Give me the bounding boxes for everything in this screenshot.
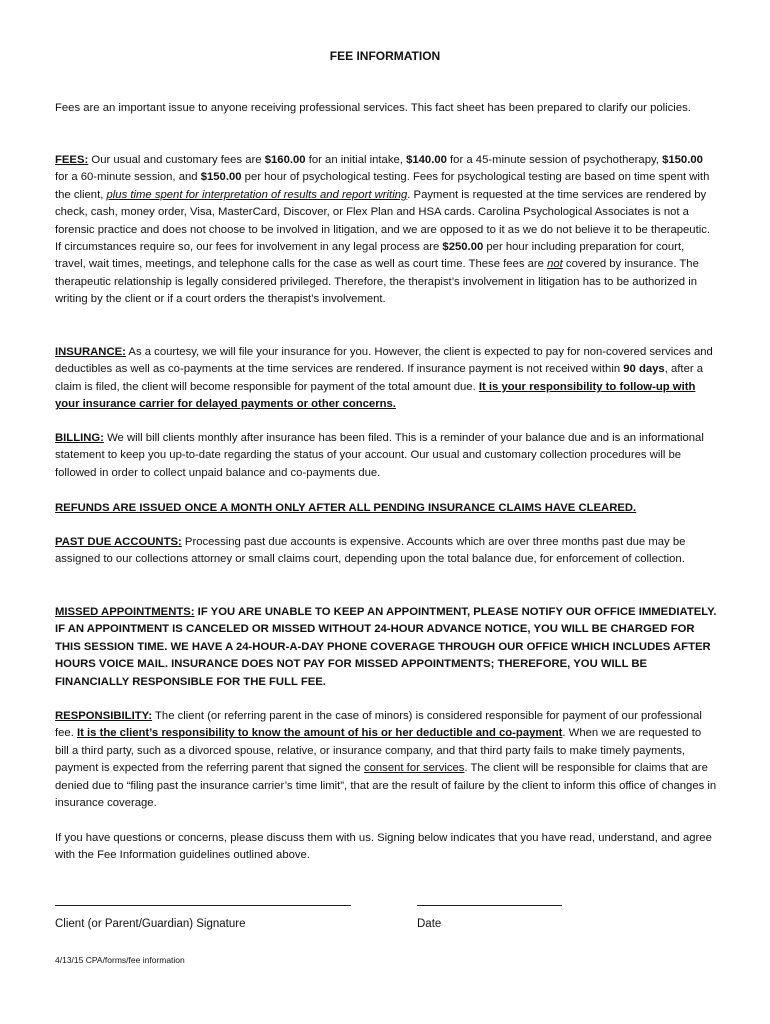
fees-text-7: per hour including preparation for court, travel, wait times, meetings, and telephone calls for the case as well as court time. These fees are: [55, 241, 685, 271]
date-label: Date: [417, 918, 442, 930]
responsibility-emphasis: It is the client’s responsibility to know the amount of his or her deductible and co-payment: [76, 727, 563, 740]
past-due-section: [55, 534, 717, 569]
fees-text-1: Our usual and customary fees are: [88, 154, 265, 166]
fees-text-3: for a 45-minute session of psychotherapy,: [446, 154, 663, 166]
missed-heading: MISSED APPOINTMENTS:: [55, 606, 195, 618]
fees-text-2: for an initial intake,: [305, 154, 407, 166]
billing-section: [55, 430, 717, 482]
fees-text-8: covered by insurance. The therapeutic relationship is legally considered privileged. Therefore, the therapist’s involvement in litigation has to be authorized in writing by the client or if a court orders the therapist’s involvement.: [55, 258, 699, 306]
responsibility-section: [55, 708, 717, 812]
fees-emphasis: plus time spent for interpretation of results and report writing: [106, 188, 408, 201]
billing-text: We will bill clients monthly after insurance has been filed. This is a reminder of your balance due and is an informational statement to keep you up-to-date regarding the status of your account. Our usual and customary collection procedures will be followed in order to collect unpaid balance and co-payments due.: [55, 432, 704, 479]
refunds-notice: [55, 500, 717, 517]
signature-line[interactable]: [55, 905, 351, 906]
insurance-heading: INSURANCE:: [55, 346, 126, 358]
fees-text-4: for a 60-minute session, and: [55, 171, 201, 184]
intro-paragraph: Fees are an important issue to anyone receiving professional services. This fact sheet has been prepared to clarify our policies.: [55, 102, 691, 114]
closing-paragraph: If you have questions or concerns, please discuss them with us. Signing below indicates that you have read, understand, and agree with the Fee Information guidelines outlined above.: [55, 832, 712, 862]
past-due-text: Processing past due accounts is expensive. Accounts which are over three months past due may be assigned to our collections attorney or small claims court, depending upon the total balance due, for enforcement of collection.: [55, 536, 686, 566]
consent-link-text: consent for services: [363, 762, 465, 775]
fees-heading: FEES:: [55, 154, 89, 166]
fees-section: [55, 152, 717, 309]
fee-testing: $150.00: [200, 171, 242, 184]
billing-heading: BILLING:: [55, 432, 104, 444]
date-line[interactable]: [417, 905, 562, 906]
responsibility-text-2: . When we are requested to bill a third party, such as a divorced spouse, relative, or insurance company, and that third party fails to make timely payments, payment is expected from the referring parent that signed the: [55, 727, 702, 775]
document-title: FEE INFORMATION: [329, 49, 441, 63]
responsibility-heading: RESPONSIBILITY:: [55, 710, 153, 722]
insurance-emphasis: It is your responsibility to follow-up with your insurance carrier for delayed payments or other concerns.: [55, 380, 696, 411]
insurance-section: [55, 344, 717, 414]
refunds-text: REFUNDS ARE ISSUED ONCE A MONTH ONLY AFTER ALL PENDING INSURANCE CLAIMS HAVE CLEARED.: [55, 502, 637, 514]
fees-not: not: [547, 258, 563, 271]
responsibility-text-3: . The client will be responsible for claims that are denied due to “filing past the insurance carrier’s time limit”, that are the result of failure by the client to inform this office of changes in insurance coverage.: [55, 762, 717, 810]
insurance-text-2: , after a claim is filed, the client will become responsible for payment of the total amount due.: [55, 363, 704, 393]
responsibility-text-1: The client (or referring parent in the case of minors) is considered responsible for payment of our professional fee.: [55, 710, 702, 740]
fee-45min: $140.00: [406, 154, 447, 166]
fee-intake: $160.00: [264, 154, 306, 166]
fee-60min: $150.00: [662, 154, 703, 166]
past-due-heading: PAST DUE ACCOUNTS:: [55, 536, 182, 548]
fees-text-6: . Payment is requested at the time services are rendered by check, cash, money order, Visa, MasterCard, Discover, or Flex Plan and HSA cards. Carolina Psychological Associates is not a forensic practice and does not choose to be involved in litigation, and we are opposed to it as we do not believe it to be therapeutic. If circumstances require so, our fees for involvement in any legal process are: [55, 188, 711, 254]
fees-text-5: per hour of psychological testing. Fees for psychological testing are based on time spent with the client,: [55, 171, 710, 201]
insurance-text-1: As a courtesy, we will file your insurance for you. However, the client is expected to pay for non-covered services and deductibles as well as co-payments at the time services are rendered. If insurance payment is not received within: [55, 346, 713, 376]
footer-note: 4/13/15 CPA/forms/fee information: [55, 955, 185, 965]
fee-legal: $250.00: [442, 241, 484, 254]
missed-text: IF YOU ARE UNABLE TO KEEP AN APPOINTMENT, PLEASE NOTIFY OUR OFFICE IMMEDIATELY. IF AN APPOINTMENT IS CANCELED OR MISSED WITHOUT 24-HOUR ADVANCE NOTICE, YOU WILL BE CHARGED FOR THIS SESSION TIME. WE HAVE A 24-HOUR-A-DAY PHONE COVERAGE THROUGH OUR OFFICE WHICH INCLUDES AFTER HOURS VOICE MAIL. INSURANCE DOES NOT PAY FOR MISSED APPOINTMENTS; THEREFORE, YOU WILL BE FINANCIALLY RESPONSIBLE FOR THE FULL FEE.: [55, 606, 717, 688]
signature-label: Client (or Parent/Guardian) Signature: [55, 918, 246, 930]
insurance-days: 90 days: [623, 363, 665, 376]
missed-appointments-section: [55, 604, 717, 691]
